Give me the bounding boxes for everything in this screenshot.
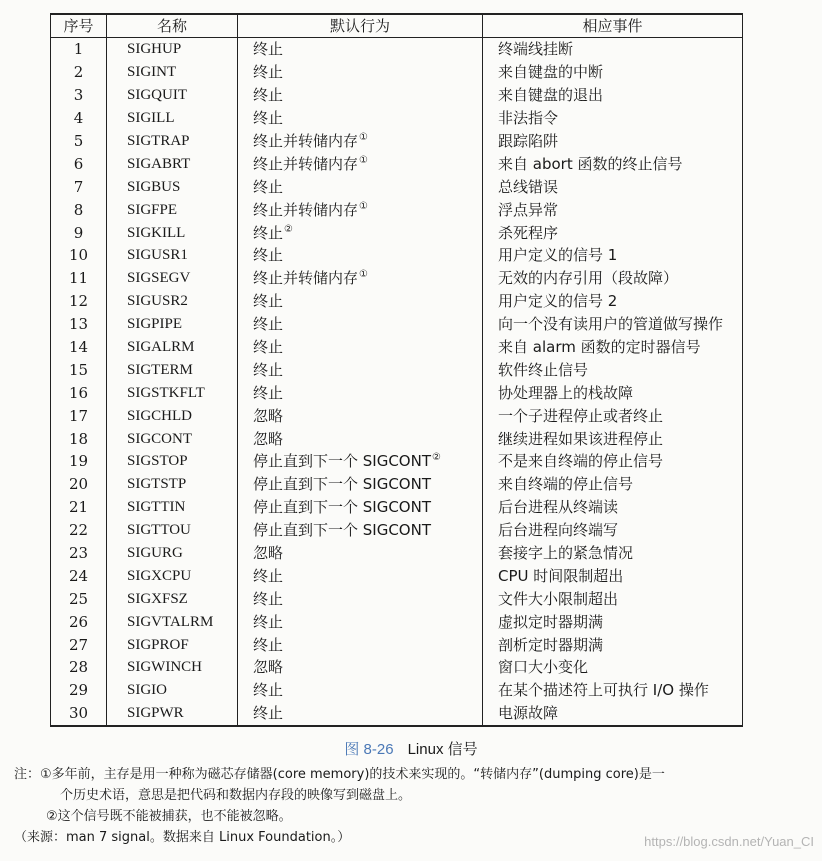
default-action (238, 130, 483, 153)
signal-name: SIGABRT (107, 152, 238, 175)
table-row (51, 290, 743, 313)
signal-number: 19 (51, 450, 107, 473)
default-action (238, 381, 483, 404)
table-row (51, 496, 743, 519)
linux-signals-table (50, 13, 743, 727)
signal-number: 2 (51, 61, 107, 84)
signal-number: 18 (51, 427, 107, 450)
footnote-2: ②这个信号既不能被捕获，也不能被忽略。 (46, 809, 292, 824)
signal-event: 后台进程从终端读 (483, 496, 743, 519)
signal-event: 窗口大小变化 (483, 656, 743, 679)
signal-event: 文件大小限制超出 (483, 587, 743, 610)
default-action-text: 终止 (253, 246, 284, 265)
table-row (51, 358, 743, 381)
default-action (238, 496, 483, 519)
figure-title: Linux 信号 (407, 741, 478, 758)
signal-number: 25 (51, 587, 107, 610)
table-row (51, 542, 743, 565)
footnote-1-line-1: 注：①多年前，主存是用一种称为磁芯存储器(core memory)的技术来实现的。“转储内存”(dumping core)是一 (14, 767, 665, 782)
signal-event: 后台进程向终端写 (483, 519, 743, 542)
table-row (51, 175, 743, 198)
signal-number: 4 (51, 107, 107, 130)
footnote-marker: ① (359, 269, 368, 281)
signal-name: SIGUSR2 (107, 290, 238, 313)
table-row (51, 84, 743, 107)
signal-number: 1 (51, 38, 107, 61)
figure-caption (0, 738, 822, 759)
default-action (238, 244, 483, 267)
signal-number: 12 (51, 290, 107, 313)
default-action (238, 290, 483, 313)
default-action (238, 679, 483, 702)
header-number: 序号 (51, 14, 107, 38)
default-action (238, 221, 483, 244)
default-action-text: 终止并转储内存 (253, 269, 359, 288)
default-action-text: 忽略 (253, 544, 284, 563)
table-row (51, 381, 743, 404)
table-row (51, 427, 743, 450)
table-row (51, 610, 743, 633)
default-action (238, 473, 483, 496)
footnote-1-line-2: 个历史术语，意思是把代码和数据内存段的映像写到磁盘上。 (60, 788, 412, 803)
signal-event: 浮点异常 (483, 198, 743, 221)
signal-number: 7 (51, 175, 107, 198)
default-action-text: 终止 (253, 315, 284, 334)
signal-name: SIGSEGV (107, 267, 238, 290)
default-action-text: 忽略 (253, 429, 284, 448)
signal-name: SIGUSR1 (107, 244, 238, 267)
default-action-text: 停止直到下一个 SIGCONT (253, 452, 432, 471)
default-action (238, 450, 483, 473)
table-row (51, 198, 743, 221)
signal-number: 17 (51, 404, 107, 427)
signal-name: SIGTRAP (107, 130, 238, 153)
table-row (51, 38, 743, 61)
signal-name: SIGALRM (107, 336, 238, 359)
default-action-text: 终止并转储内存 (253, 132, 359, 150)
signal-name: SIGFPE (107, 198, 238, 221)
signal-name: SIGTSTP (107, 473, 238, 496)
signal-name: SIGTERM (107, 358, 238, 381)
default-action-text: 终止 (253, 109, 284, 128)
signal-number: 9 (51, 221, 107, 244)
default-action-text: 终止并转储内存 (253, 154, 359, 173)
signal-name: SIGKILL (107, 221, 238, 244)
default-action-text: 停止直到下一个 SIGCONT (253, 521, 432, 540)
signal-number: 21 (51, 496, 107, 519)
footnote-marker: ① (359, 200, 368, 212)
default-action (238, 267, 483, 290)
default-action (238, 336, 483, 359)
default-action-text: 终止 (253, 566, 284, 585)
footnote-marker: ② (432, 452, 441, 464)
signal-event: 一个子进程停止或者终止 (483, 404, 743, 427)
table-row (51, 61, 743, 84)
default-action-text: 终止 (253, 612, 284, 631)
default-action-text: 终止 (253, 86, 284, 105)
table-row (51, 404, 743, 427)
default-action (238, 702, 483, 726)
default-action-text: 终止 (253, 292, 284, 311)
default-action (238, 61, 483, 84)
table-row (51, 679, 743, 702)
signal-event: 来自键盘的退出 (483, 84, 743, 107)
table-row (51, 244, 743, 267)
signal-name: SIGTTIN (107, 496, 238, 519)
default-action (238, 107, 483, 130)
default-action (238, 633, 483, 656)
default-action (238, 84, 483, 107)
default-action (238, 656, 483, 679)
table-header-row (51, 14, 743, 38)
signal-name: SIGVTALRM (107, 610, 238, 633)
header-default-action: 默认行为 (238, 14, 483, 38)
default-action (238, 152, 483, 175)
footnote-marker: ① (359, 154, 368, 166)
signal-name: SIGTTOU (107, 519, 238, 542)
table-row (51, 107, 743, 130)
table-row (51, 587, 743, 610)
default-action (238, 542, 483, 565)
default-action-text: 终止 (253, 360, 284, 379)
signal-event: CPU 时间限制超出 (483, 564, 743, 587)
signal-name: SIGIO (107, 679, 238, 702)
signal-number: 16 (51, 381, 107, 404)
table-row (51, 633, 743, 656)
signal-number: 14 (51, 336, 107, 359)
default-action (238, 175, 483, 198)
signal-number: 20 (51, 473, 107, 496)
signal-number: 15 (51, 358, 107, 381)
signal-event: 杀死程序 (483, 221, 743, 244)
signal-event: 在某个描述符上可执行 I/O 操作 (483, 679, 743, 702)
signal-name: SIGCHLD (107, 404, 238, 427)
signal-event: 协处理器上的栈故障 (483, 381, 743, 404)
signal-event: 来自终端的停止信号 (483, 473, 743, 496)
signal-event: 剖析定时器期满 (483, 633, 743, 656)
signal-name: SIGXFSZ (107, 587, 238, 610)
signal-event: 用户定义的信号 1 (483, 244, 743, 267)
default-action (238, 198, 483, 221)
signal-number: 23 (51, 542, 107, 565)
signal-event: 总线错误 (483, 175, 743, 198)
default-action-text: 忽略 (253, 406, 284, 425)
signal-number: 26 (51, 610, 107, 633)
signal-event: 电源故障 (483, 702, 743, 726)
signal-event: 用户定义的信号 2 (483, 290, 743, 313)
table-row (51, 130, 743, 153)
table-row (51, 450, 743, 473)
figure-number: 图 8-26 (344, 741, 394, 758)
default-action-text: 终止 (253, 589, 284, 608)
signal-name: SIGILL (107, 107, 238, 130)
default-action (238, 587, 483, 610)
signal-number: 11 (51, 267, 107, 290)
default-action-text: 终止 (253, 177, 284, 196)
signal-name: SIGPWR (107, 702, 238, 726)
default-action (238, 358, 483, 381)
signal-event: 跟踪陷阱 (483, 130, 743, 153)
signal-name: SIGBUS (107, 175, 238, 198)
default-action-text: 停止直到下一个 SIGCONT (253, 498, 432, 517)
signal-event: 无效的内存引用（段故障） (483, 267, 743, 290)
signal-event: 软件终止信号 (483, 358, 743, 381)
default-action (238, 519, 483, 542)
signal-number: 5 (51, 130, 107, 153)
default-action (238, 427, 483, 450)
signal-name: SIGSTKFLT (107, 381, 238, 404)
signal-number: 28 (51, 656, 107, 679)
signal-number: 24 (51, 564, 107, 587)
signal-name: SIGURG (107, 542, 238, 565)
signal-name: SIGPIPE (107, 313, 238, 336)
signal-event: 非法指令 (483, 107, 743, 130)
default-action-text: 终止并转储内存 (253, 200, 359, 219)
default-action (238, 610, 483, 633)
table-row (51, 313, 743, 336)
table-row (51, 519, 743, 542)
table-row (51, 473, 743, 496)
table-row (51, 267, 743, 290)
signal-number: 27 (51, 633, 107, 656)
signal-number: 6 (51, 152, 107, 175)
table-row (51, 702, 743, 726)
signal-number: 22 (51, 519, 107, 542)
signal-name: SIGHUP (107, 38, 238, 61)
signal-event: 来自键盘的中断 (483, 61, 743, 84)
default-action-text: 终止 (253, 635, 284, 654)
table-row (51, 152, 743, 175)
signal-event: 不是来自终端的停止信号 (483, 450, 743, 473)
default-action-text: 终止 (253, 681, 284, 700)
signal-number: 10 (51, 244, 107, 267)
signal-number: 29 (51, 679, 107, 702)
signal-event: 来自 alarm 函数的定时器信号 (483, 336, 743, 359)
signal-event: 套接字上的紧急情况 (483, 542, 743, 565)
default-action (238, 38, 483, 61)
default-action-text: 终止 (253, 704, 284, 723)
default-action-text: 终止 (253, 63, 284, 82)
default-action-text: 终止 (253, 383, 284, 402)
default-action-text: 终止 (253, 40, 284, 59)
default-action-text: 停止直到下一个 SIGCONT (253, 475, 432, 494)
signal-number: 13 (51, 313, 107, 336)
signal-number: 8 (51, 198, 107, 221)
table-row (51, 564, 743, 587)
default-action (238, 564, 483, 587)
default-action-text: 终止 (253, 223, 284, 242)
watermark-url: https://blog.csdn.net/Yuan_CI (644, 834, 814, 849)
footnote-marker: ② (284, 223, 293, 235)
default-action (238, 404, 483, 427)
default-action-text: 终止 (253, 338, 284, 357)
signal-name: SIGQUIT (107, 84, 238, 107)
table-row (51, 221, 743, 244)
source-note: （来源：man 7 signal。数据来自 Linux Foundation。） (14, 830, 351, 845)
signal-number: 30 (51, 702, 107, 726)
signal-event: 来自 abort 函数的终止信号 (483, 152, 743, 175)
signal-number: 3 (51, 84, 107, 107)
signal-name: SIGCONT (107, 427, 238, 450)
signal-name: SIGPROF (107, 633, 238, 656)
table-body (51, 38, 743, 726)
signal-name: SIGWINCH (107, 656, 238, 679)
signal-name: SIGSTOP (107, 450, 238, 473)
default-action (238, 313, 483, 336)
signal-event: 向一个没有读用户的管道做写操作 (483, 313, 743, 336)
footnote-marker: ① (359, 132, 368, 143)
table-row (51, 336, 743, 359)
table-row (51, 656, 743, 679)
signal-name: SIGINT (107, 61, 238, 84)
signal-event: 终端线挂断 (483, 38, 743, 61)
default-action-text: 忽略 (253, 658, 284, 677)
signal-event: 继续进程如果该进程停止 (483, 427, 743, 450)
header-event: 相应事件 (483, 14, 743, 38)
header-name: 名称 (107, 14, 238, 38)
signal-name: SIGXCPU (107, 564, 238, 587)
signal-event: 虚拟定时器期满 (483, 610, 743, 633)
